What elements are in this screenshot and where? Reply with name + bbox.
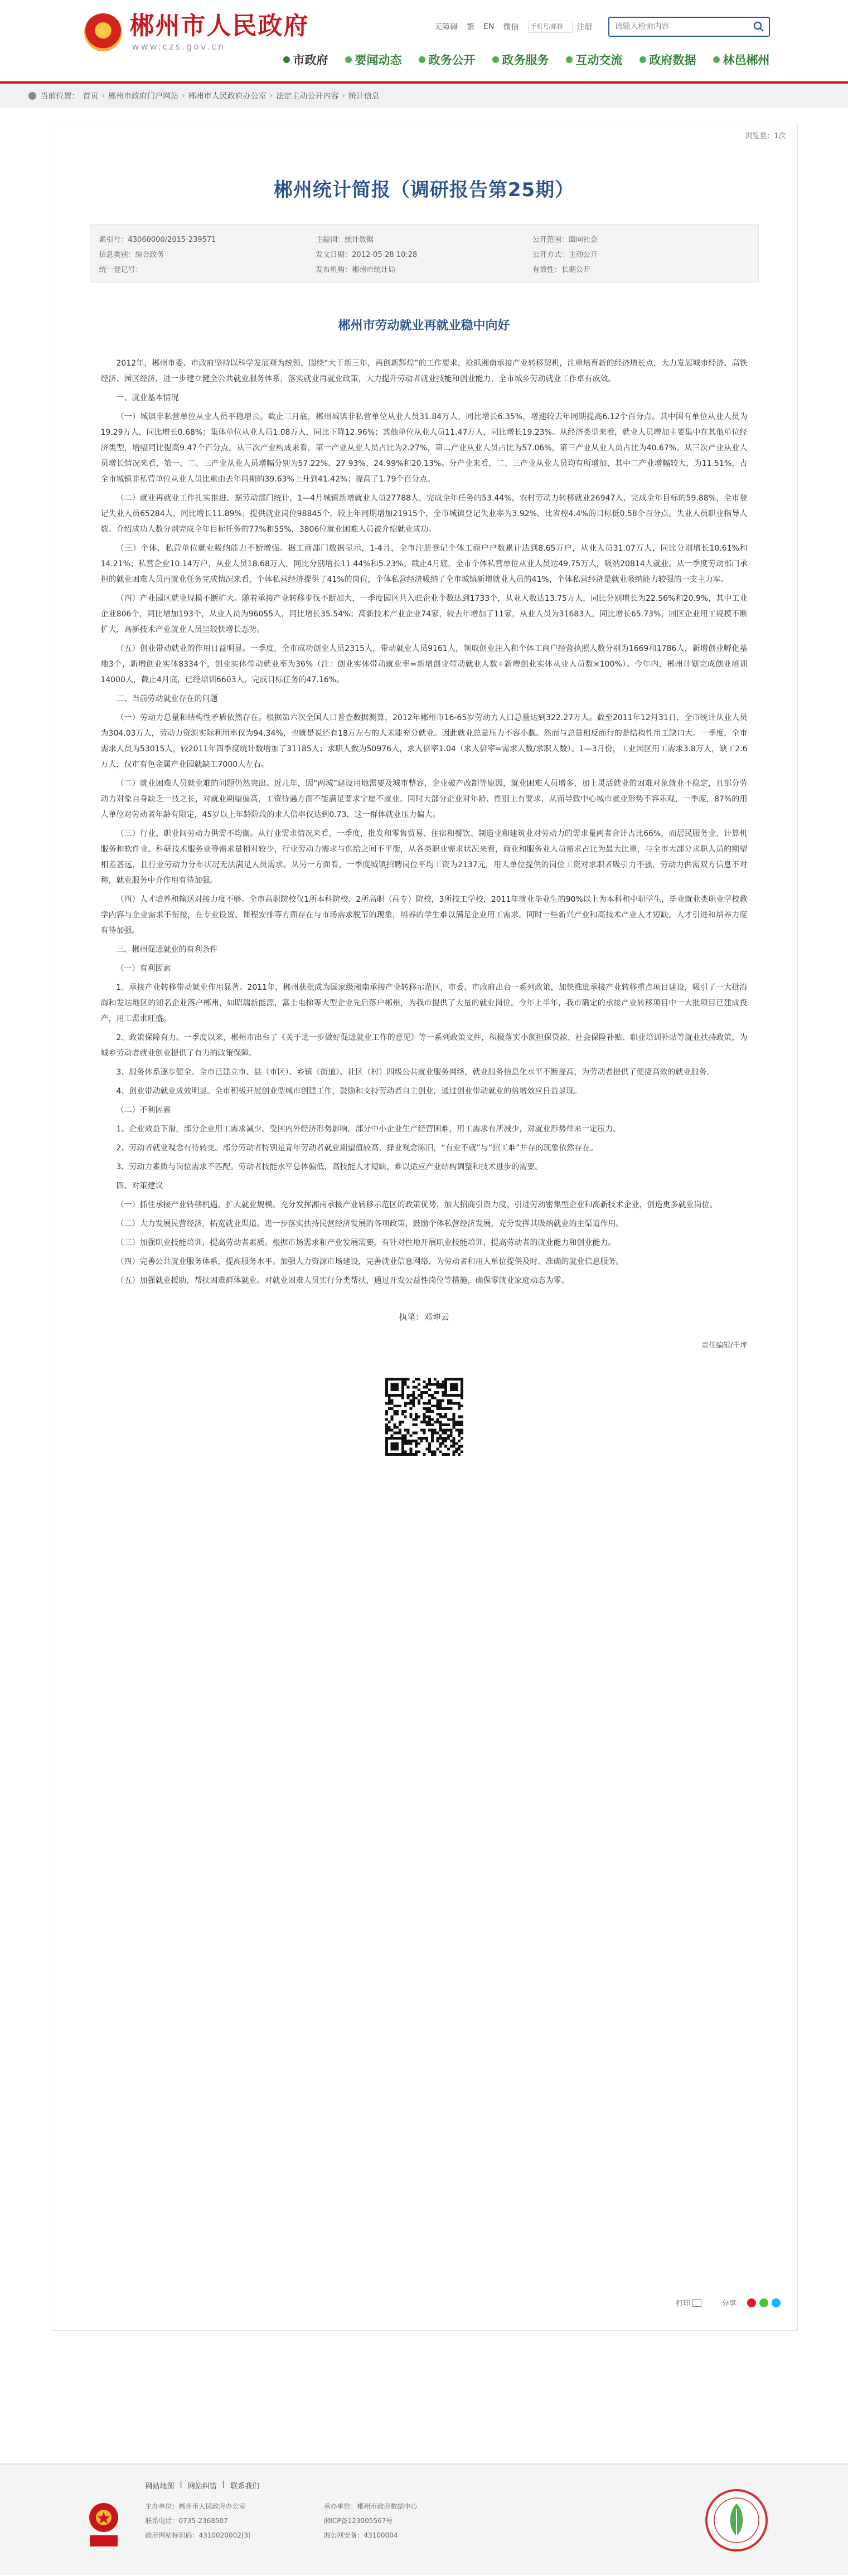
footer-links <box>146 2480 265 2491</box>
article-paragraph: 2、政策保障有力。一季度以来，郴州市出台了《关于进一步做好促进就业工作的意见》等一系列政策文件，积极落实小额担保贷款、社会保险补贴、职业培训补贴等就业扶持政策，为城乡劳动者就业创业提供了有力的政策保障。 <box>100 1033 748 1058</box>
article-paragraph: 3、服务体系逐步健全。全市已建立市、县（市区）、乡镇（街道）、社区（村）四级公共就业服务网络，就业服务信息化水平不断提高，为劳动者提供了便捷高效的就业服务。 <box>116 1068 715 1077</box>
nav-bullet-icon <box>283 56 290 63</box>
register-link[interactable]: 注册 <box>576 23 593 32</box>
view-count: 浏览量：1次 <box>745 132 786 140</box>
site-header <box>0 0 848 84</box>
wechat-icon[interactable] <box>759 2298 768 2307</box>
footer-divider: | <box>222 2480 225 2488</box>
footer-icp[interactable]: 湘ICP备123005567号 <box>323 2517 393 2525</box>
nav-item-news[interactable]: 要闻动态 <box>345 51 402 68</box>
article-body <box>101 316 748 1456</box>
responsible-editor: 责任编辑/千坪 <box>701 1342 748 1350</box>
nav-bullet-icon <box>419 56 425 63</box>
site-title: 郴州市人民政府 <box>129 12 309 40</box>
article-paragraph: （一）抓住承接产业转移机遇，扩大就业规模。充分发挥湘南承接产业转移示范区的政策优势，加大招商引资力度，引进劳动密集型企业和高新技术企业，创造更多就业岗位。 <box>116 1200 718 1209</box>
link-english[interactable]: EN <box>483 22 495 31</box>
page-title: 郴州统计简报（调研报告第25期） <box>273 179 575 201</box>
breadcrumb-home[interactable]: 首页 <box>83 92 99 101</box>
footer-police[interactable]: 湘公网安备：43100004 <box>323 2531 398 2539</box>
article-heading: 郴州市劳动就业再就业稳中向好 <box>338 319 510 333</box>
article-tools <box>676 2297 780 2308</box>
top-utility-bar <box>434 17 769 37</box>
article-paragraph: 一、就业基本情况 <box>116 393 179 402</box>
site-footer <box>0 2463 848 2575</box>
article-paragraph: （五）加强就业援助，帮扶困难群体就业。对就业困难人员实行分类帮扶，通过开发公益性岗位等措施，确保零就业家庭动态为零。 <box>116 1276 569 1285</box>
nav-bullet-icon <box>713 56 720 63</box>
article-paragraph: 1、企业效益下滑，部分企业用工需求减少。受国内外经济形势影响，部分中小企业生产经营困难，用工需求有所减少，对就业形势带来一定压力。 <box>116 1125 621 1134</box>
document-metadata <box>90 224 759 283</box>
footer-site-code: 政府网站标识码：4310020002(3) <box>145 2531 251 2539</box>
article-paragraph: （一）城镇非私营单位从业人员平稳增长。截止三月底，郴州城镇非私营单位从业人员31.84万人，同比增长6.35%，增速较去年同期提高6.12个百分点。其中国有单位从业人员为19.29万人，同比增长0.68%；集体单位从业人员1.08万人，同比下降12.96%；其他单位从业人员11.47万人，同比增长19.23%。从经济类型来看，就业人员增加主要集中在其他单位经济类型，增幅同比提高9.47个百分点。从三次产业构成来看，第一产业从业人员占比为2.27%，第二产业从业人员占比为57.06%，第三产业从业人员占比为40.67%。从三次产业从业人员增长情况来看，第一、二、三产业从业人员增幅分别为57.22%、27.93%、24.99%和20.13%。分产业来看，二、三产业从业人员均有所增加，其中二产业增幅较大，为11.51%，占全市城镇非私营单位从业人员比重由去年同期的39.63%上升到41.42%；提高了1.79个百分点。 <box>100 412 748 484</box>
print-button[interactable] <box>676 2297 705 2308</box>
article-paragraph: （三）行业、职业间劳动力供需不均衡。从行业需求情况来看，一季度，批发和零售贸易、住宿和餐饮、制造业和建筑业对劳动力的需求量两者合计占比66%，而居民服务业、计算机服务和软件业、科研技术服务业等需求量相对较少，行业劳动力需求与供给之间不平衡，从各类职业需求状况来看，商业和服务业人员需求占比为最大比重，与全市大部分求职人员的期望相差甚远，且行业劳动力分布状况无法满足人员需求。从另一方面看，一季度城镇招聘岗位平均工资为2137元，用人单位提供的岗位工资对求职者吸引力不强，劳动力供需双方信息不对称，就业服务中介作用有待加强。 <box>100 829 748 885</box>
weibo-icon[interactable] <box>747 2298 756 2307</box>
footer-link-contact[interactable]: 联系我们 <box>230 2482 260 2491</box>
link-traditional[interactable]: 繁 <box>467 23 475 32</box>
article-paragraph: （二）大力发展民营经济，拓宽就业渠道。进一步落实扶持民营经济发展的各项政策，鼓励个体私营经济发展，充分发挥其吸纳就业的主渠道作用。 <box>116 1219 624 1228</box>
article-paragraph: 二、当前劳动就业存在的问题 <box>116 694 218 703</box>
article-paragraph: 四、对策建议 <box>116 1182 163 1190</box>
nav-item-interaction[interactable]: 互动交流 <box>566 51 623 68</box>
article-paragraphs <box>101 356 748 1289</box>
printer-icon <box>692 2299 701 2307</box>
qr-code-icon <box>385 1378 463 1456</box>
footer-phone: 联系电话：0735-2368507 <box>145 2517 228 2525</box>
meta-date: 发文日期：2012-05-28 10:28 <box>316 251 418 259</box>
footer-info <box>146 2499 502 2543</box>
breadcrumb-portal[interactable]: 郴州市政府门户网站 <box>108 92 179 101</box>
main-nav <box>266 51 770 68</box>
login-input[interactable] <box>528 21 573 33</box>
article-paragraph: 三、郴州促进就业的有利条件 <box>116 945 218 954</box>
footer-divider: | <box>180 2480 182 2488</box>
article-paragraph: （四）产业园区就业规模不断扩大。随着承接产业转移步伐不断加大，一季度园区共入驻企业个数达到1733个，从业人数达13.75万人，同比分别增长为22.56%和20.9%，其中工业企业806个，同比增加193个，从业人员为96055人，同比增长35.54%；高新技术产业企业74家，较去年增加了11家，从业人员为31683人，同比增长65.73%，园区企业用工规模不断扩大，高新技术产业就业人员呈较快增长态势。 <box>100 594 748 634</box>
nav-item-data[interactable]: 政府数据 <box>639 51 696 68</box>
meta-index-no: 索引号：43060000/2015-239571 <box>99 236 216 244</box>
share-bar <box>721 2297 780 2308</box>
meta-validity: 有效性：长期公开 <box>532 266 590 274</box>
article-paragraph: （四）人才培养和输送对接力度不够。全市高职院校仅1所本科院校、2所高职（高专）院校，3所技工学校，2011年就业毕业生的90%以上为本科和中职学生，毕业就业类职业学校教学内容与企业需求不衔接，在专业设置、课程安排等方面存在与市场需求脱节的现象，培养的学生难以满足企业用工需求。同时一些新兴产业和高技术产业人才短缺，人才引进和培养力度有待加强。 <box>100 895 748 935</box>
gov-site-seal-icon[interactable] <box>703 2487 770 2554</box>
meta-keyword: 主题词：统计数据 <box>316 236 374 244</box>
nav-item-open-gov[interactable]: 政务公开 <box>419 51 476 68</box>
meta-reg-no: 统一登记号： <box>99 266 143 274</box>
footer-organizer: 承办单位：郴州市政府数据中心 <box>323 2502 418 2510</box>
search-input[interactable] <box>609 18 749 36</box>
nav-bullet-icon <box>492 56 499 63</box>
search-box <box>608 17 770 37</box>
party-gov-badge-icon[interactable] <box>79 2498 129 2554</box>
article-paragraph: （二）就业困难人员就业难的问题仍然突出。近几年，因“两城”建设用地需要及城市整容，企业破产改制等原因，就业困难人员增多，加上灵活就业的困难对象就业不稳定，且部分劳动力对象自身缺乏一技之长，对就业期望偏高，工资待遇方面不能满足要求宁愿不就业。同时大部分企业对年龄、性别上有要求，从而导致中心城市就业形势不容乐观，一季度，87%的用人单位对劳动者年龄有限定，45岁以上年龄阶段的求人倍率仅达到0.73，这一群体就业压力偏大。 <box>100 779 748 819</box>
breadcrumb-bar <box>0 84 848 108</box>
article-paragraph: （三）个体、私营单位就业吸纳能力不断增强。据工商部门数据显示，1-4月，全市注册登记个体工商户户数累计达到8.65万户，从业人员31.07万人，同比分别增长10.61%和14.21%；私营企业10.14万户，从业人员18.68万人，同比分别增长11.44%和5.23%。截止4月底，全市个体私营单位从业人员达49.75万人，吸纳20814人就业。从一季度劳动部门承担的就业困难人员再就业任务完成情况来看，个体私营经济提供了41%的岗位，个体私营经济吸纳了全市城镇新增就业人员的41%，个体私营经济是就业吸纳能力较强的一支主力军。 <box>100 544 748 584</box>
article-author: 执笔：邓坤云 <box>399 1312 449 1322</box>
footer-host: 主办单位：郴州市人民政府办公室 <box>145 2502 246 2510</box>
link-wechat[interactable]: 微信 <box>503 23 519 32</box>
breadcrumb-statistics[interactable]: 统计信息 <box>348 92 380 101</box>
article-paragraph: （三）加强职业技能培训，提高劳动者素质。根据市场需求和产业发展需要，有针对性地开展职业技能培训，提高劳动者的就业能力和创业能力。 <box>116 1238 616 1247</box>
meta-method: 公开方式：主动公开 <box>532 251 598 259</box>
nav-bullet-icon <box>566 56 573 63</box>
article-container <box>51 124 798 2331</box>
article-paragraph: 1、承接产业转移带动就业作用显著。2011年，郴州获批成为国家级湘南承接产业转移示范区，市委、市政府出台一系列政策，加快推进承接产业转移重点项目建设，吸引了一大批沿海和发达地区的知名企业落户郴州，如昭瑞新能源，富士电梯等大型企业先后落户郴州，为我市提供了大量的就业岗位。今年上半年，我市确定的承接产业转移项目中一大批项目已建成投产，用工需求旺盛。 <box>100 983 748 1023</box>
breadcrumb-label: 当前位置： <box>40 92 80 101</box>
article-paragraph: （一）劳动力总量和结构性矛盾依然存在。根据第六次全国人口普查数据测算，2012年郴州市16-65岁劳动力人口总量达到322.27万人。截至2011年12月31日，全市统计从业人员为304.03万人，劳动力资源实际利用率仅为94.34%，也就是说还有18万左右的人未能充分就业。因此就业总量压力不容小觑。然而与总量相反而行的是结构性用工缺口大。一季度，全市需求人员为53015人，较2011年四季度统计数增加了31185人；求职人数为50976人，求人倍率1.04（求人倍率=需求人数/求职人数）。1—3月份，工业园区用工需求3.8万人，缺工2.6万人，仅市有色金属产业园就缺工7000人左右。 <box>100 713 748 769</box>
breadcrumb-office[interactable]: 郴州市人民政府办公室 <box>188 92 266 101</box>
share-label: 分享： <box>721 2300 744 2308</box>
footer-link-sitemap[interactable]: 网站地图 <box>145 2482 175 2491</box>
breadcrumb-disclosure[interactable]: 法定主动公开内容 <box>276 92 339 101</box>
qq-icon[interactable] <box>772 2298 781 2307</box>
meta-category: 信息类别：综合政务 <box>99 251 164 259</box>
meta-publisher: 发布机构：郴州市统计局 <box>316 266 396 274</box>
search-icon[interactable] <box>749 18 769 36</box>
article-paragraph: （四）完善公共就业服务体系，提高服务水平。加强人力资源市场建设，完善就业信息网络，为劳动者和用人单位提供及时、准确的就业信息服务。 <box>116 1257 624 1266</box>
article-paragraph: 2、劳动者就业观念有待转变。部分劳动者特别是青年劳动者就业期望值较高，择业观念陈旧，“有业不就”与“招工难”并存的现象依然存在。 <box>116 1144 598 1153</box>
site-url: www.czs.gov.cn <box>132 41 226 52</box>
national-emblem-icon: ★ <box>84 13 122 51</box>
article-paragraph: （一）有利因素 <box>116 964 171 973</box>
nav-item-linyi[interactable]: 林邑郴州 <box>713 51 770 68</box>
article-paragraph: 3、劳动力素质与岗位需求不匹配。劳动者技能水平总体偏低，高技能人才短缺，难以适应产业结构调整和技术进步的需要。 <box>116 1163 543 1172</box>
article-paragraph: （二）不利因素 <box>116 1106 171 1115</box>
link-accessibility[interactable]: 无障碍 <box>434 23 458 32</box>
nav-bullet-icon <box>639 56 646 63</box>
article-paragraph: （二）就业再就业工作扎实推进。据劳动部门统计，1—4月城镇新增就业人员27788人，完成全年任务的53.44%，农村劳动力转移就业26947人，完成全年目标的59.88%，全市登记失业人员65284人，同比增长11.89%；提供就业岗位98845个，较上年同期增加21915个，全市城镇登记失业率为3.92%，比省控4.4%的目标低0.58个百分点。失业人员职业指导人数、介绍成功人数分别完成全年目标任务的77%和55%，3806位就业困难人员被介绍就业成功。 <box>100 494 748 534</box>
meta-scope: 公开范围：面向社会 <box>532 236 598 244</box>
nav-item-services[interactable]: 政务服务 <box>492 51 549 68</box>
nav-item-city-gov[interactable]: 市政府 <box>283 51 328 68</box>
nav-bullet-icon <box>345 56 352 63</box>
article-paragraph: （五）创业带动就业的作用日益明显。一季度，全市成功创业人员2315人，带动就业人员9161人，领取创业注入和个体工商户经营执照人数分别为1669和1786人，新增创业孵化基地3个，新增创业实体8334个，创业实体带动就业率为36%（注：创业实体带动就业率=新增创业带动就业人数÷新增创业实体从业人员数×100%）。今年内，郴州计划完成创业培训14000人，截止4月底，已经培训6603人，完成目标任务的47.16%。 <box>100 644 748 684</box>
site-logo[interactable] <box>84 12 309 52</box>
breadcrumb: 当前位置： 首页 › 郴州市政府门户网站 › 郴州市人民政府办公室 › 法定主动公开内容 › 统计信息 <box>28 84 820 108</box>
footer-link-error[interactable]: 网站纠错 <box>187 2482 217 2491</box>
print-label: 打印 <box>676 2300 691 2308</box>
article-paragraph: 4、创业带动就业成效明显。全市积极开展创业型城市创建工作，鼓励和支持劳动者自主创业，通过创业带动就业的倍增效应日益显现。 <box>116 1087 582 1096</box>
location-icon <box>28 92 36 100</box>
article-paragraph: 2012年，郴州市委、市政府坚持以科学发展观为统领，围绕“大干新三年，再创新辉煌”的工作要求，抢抓湘南承接产业转移契机，注重培育新的经济增长点，大力发展城市经济、高铁经济、园区经济，进一步建立健全公共就业服务体系，落实就业再就业政策，大力提升劳动者就业技能和创业能力，全市城乡劳动就业工作卓有成效。 <box>100 359 748 383</box>
